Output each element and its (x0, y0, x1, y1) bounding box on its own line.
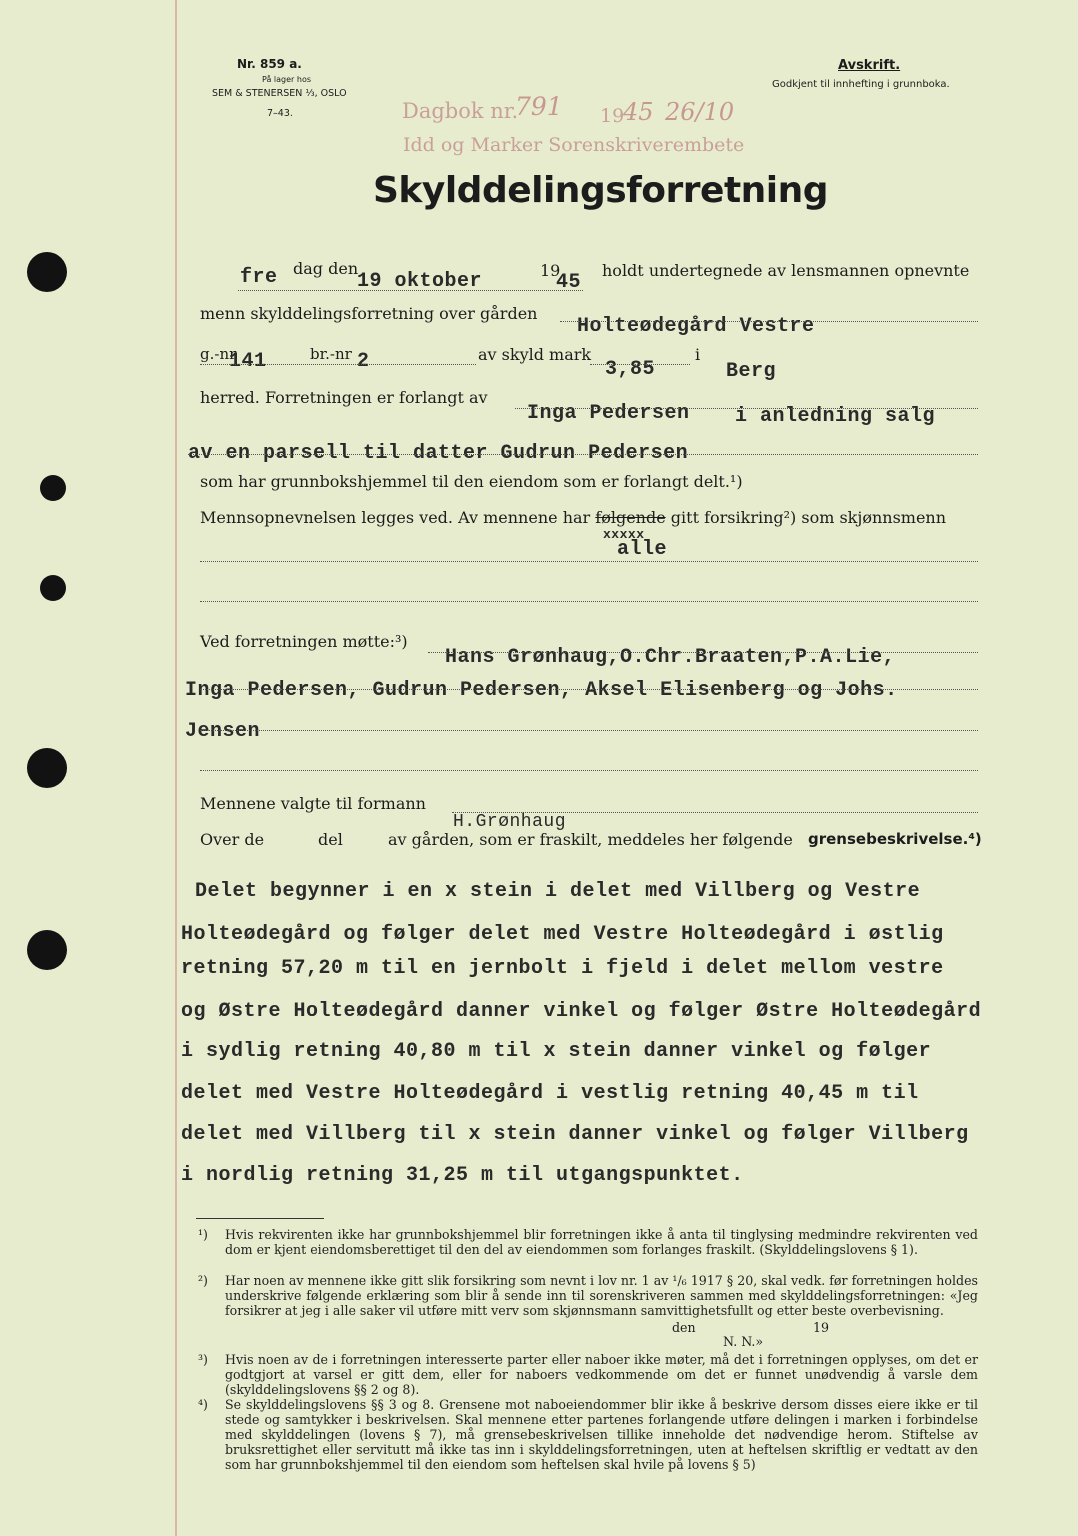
attendees: Jensen (185, 720, 261, 743)
description-line: delet med Vestre Holteødegård i vestlig retning 40,45 m til (181, 1082, 919, 1105)
form-line-text: av gården, som er fraskilt, meddeles her følgende (388, 830, 793, 849)
bnr-label: br.-nr (310, 345, 352, 363)
publisher-line: SEM & STENERSEN ⅓, OSLO (212, 88, 347, 99)
description-line: retning 57,20 m til en jernbolt i fjeld i delet mellom vestre (181, 957, 944, 980)
footnote (198, 1273, 978, 1318)
fill-line (590, 364, 690, 365)
description-line: Holteødegård og følger delet med Vestre Holteødegård i østlig (181, 923, 944, 946)
fill-line (200, 561, 978, 562)
form-number: Nr. 859 a. (237, 57, 302, 71)
description-line: Delet begynner i en x stein i delet med Villberg og Vestre (195, 880, 921, 903)
publisher-line: På lager hos (262, 75, 311, 84)
formann-label: Mennene valgte til formann (200, 794, 426, 813)
description-line: og Østre Holteødegård danner vinkel og følger Østre Holteødegård (181, 1000, 982, 1023)
strikeout-marks: xxxxx (603, 527, 645, 542)
year-suffix: 45 (556, 271, 582, 294)
form-line-text: herred. Forretningen er forlangt av (200, 388, 488, 407)
year-prefix: 19 (540, 261, 561, 280)
page-title: Skylddelingsforretning (373, 170, 829, 211)
footnote-year: 19 (813, 1320, 830, 1335)
fill-line (428, 652, 978, 653)
description-line: i nordlig retning 31,25 m til utgangspunktet. (181, 1164, 744, 1187)
footnote (198, 1227, 978, 1257)
struck-word: følgende (595, 508, 666, 527)
purpose: i anledning salg (735, 405, 936, 428)
requester: Inga Pedersen (527, 402, 690, 425)
dagbok-number: 791 (515, 92, 563, 121)
purpose: av en parsell til datter Gudrun Pedersen (188, 442, 689, 465)
over-de-label: Over de (200, 830, 265, 849)
footnote (198, 1352, 978, 1397)
fill-line (238, 290, 583, 291)
alle-text: alle (617, 538, 668, 561)
approval-note: Godkjent til innhefting i grunnboka. (772, 79, 950, 90)
footnote-mark: ⁴) (198, 1397, 208, 1412)
stamp-year-suffix: 45 (623, 98, 654, 126)
punch-hole (27, 252, 67, 292)
footnote-separator (196, 1218, 324, 1219)
dag-den-label: dag den (293, 259, 359, 278)
footnote-text: Hvis rekvirenten ikke har grunnbokshjemmel blir forretningen ikke å anta til tinglysing medmindre rekvirenten ved dom er kjent eiendomsberettiget til den del av eiendommen som forlanges fraskilt. (Skylddelingslovens § 1). (225, 1227, 978, 1257)
punch-hole (27, 748, 67, 788)
footnote-text: Har noen av mennene ikke gitt slik forsikring som nevnt i lov nr. 1 av ¹/₆ 1917 § 20, skal vedk. før forretningen holdes underskrive følgende erklæring som blir å sende inn til sorenskriveren sammen med skylddelingsforretningen: «Jeg forsikrer at jeg i alle saker vil utføre mitt verv som skjønnsmann samvittighetsfullt og etter beste overbevisning. (225, 1273, 978, 1318)
stamp-date: 26/10 (665, 98, 735, 126)
weekday: fre (240, 266, 278, 289)
form-line-text: holdt undertegnede av lensmannen opnevnte (602, 261, 970, 280)
footnote-mark: ³) (198, 1352, 208, 1367)
form-line-part: gitt forsikring²) som skjønnsmenn (670, 508, 947, 527)
farm-name: Holteødegård Vestre (577, 315, 815, 338)
footnote (198, 1397, 978, 1472)
form-line-text: menn skylddelingsforretning over gården (200, 304, 538, 323)
footnote-signature: N. N.» (723, 1334, 764, 1349)
attendees: Hans Grønhaug,O.Chr.Braaten,P.A.Lie, (445, 646, 896, 669)
attendees-label: Ved forretningen møtte:³) (200, 632, 408, 651)
fill-line (560, 321, 978, 322)
attendees: Inga Pedersen, Gudrun Pedersen, Aksel Elisenberg og Johs. (185, 679, 898, 702)
office-stamp: Idd og Marker Sorenskriverembete (403, 134, 745, 156)
footnote-mark: ²) (198, 1273, 208, 1288)
bnr-value: 2 (357, 350, 370, 373)
i-label: i (695, 345, 701, 364)
footnote-mark: ¹) (198, 1227, 208, 1242)
fill-line (200, 601, 978, 602)
del-label: del (318, 830, 343, 849)
dagbok-label: Dagbok nr. (402, 99, 519, 123)
print-date: 7–43. (267, 108, 293, 119)
gnr-value: 141 (229, 350, 267, 373)
form-line-part: Mennsopnevnelsen legges ved. Av mennene har (200, 508, 591, 527)
copy-label: Avskrift. (838, 58, 901, 73)
fill-line (515, 408, 978, 409)
footnote-den: den (672, 1320, 696, 1335)
punch-hole (40, 575, 66, 601)
formann-value: H.Grønhaug (453, 812, 567, 832)
skyld-label: av skyld mark (478, 345, 592, 364)
footnote-text: Se skylddelingslovens §§ 3 og 8. Grensene mot naboeiendommer blir ikke å beskrive dersom disses eiere ikke er til stede og samtykker i beskrivelsen. Skal mennene etter partenes forlangende utføre delingen i marken i forbindelse med skylddelingen (lovens § 7), må grensebeskrivelsen tillike inneholde det nødvendige herom. Stiftelse av bruksrettighet eller servitutt må ikke tas inn i skylddelingsforretningen, uten at heftelsen skriftlig er vedtatt av den som har grunnbokshjemmel til den eiendom som heftelsen skal hvile på lovens § 5) (225, 1397, 978, 1472)
fill-line (200, 730, 978, 731)
fill-line (200, 770, 978, 771)
fill-line (188, 454, 978, 455)
grense-label: grensebeskrivelse.⁴) (808, 830, 982, 848)
punch-hole (27, 930, 67, 970)
footnote-text: Hvis noen av de i forretningen interesserte parter eller naboer ikke møter, må det i forretningen opplyses, om det er godtgjort at varsel er gitt dem, eller for naboers vedkommende om det er funnet unødvendig å varsle dem (skylddelingslovens §§ 2 og 8). (225, 1352, 978, 1397)
form-line-text (200, 508, 946, 527)
form-line-text: som har grunnbokshjemmel til den eiendom som er forlangt delt.¹) (200, 472, 743, 491)
punch-hole (40, 475, 66, 501)
description-line: i sydlig retning 40,80 m til x stein danner vinkel og følger (181, 1040, 932, 1063)
skyld-value: 3,85 (605, 358, 656, 381)
fill-line (200, 364, 476, 365)
fill-line (200, 689, 978, 690)
date-day: 19 oktober (357, 270, 483, 293)
stamp-year-prefix: 19 (600, 105, 625, 127)
description-line: delet med Villberg til x stein danner vinkel og følger Villberg (181, 1123, 969, 1146)
municipality: Berg (726, 360, 777, 383)
margin-line (175, 0, 177, 1536)
gnr-label: g.-nr (200, 345, 237, 363)
